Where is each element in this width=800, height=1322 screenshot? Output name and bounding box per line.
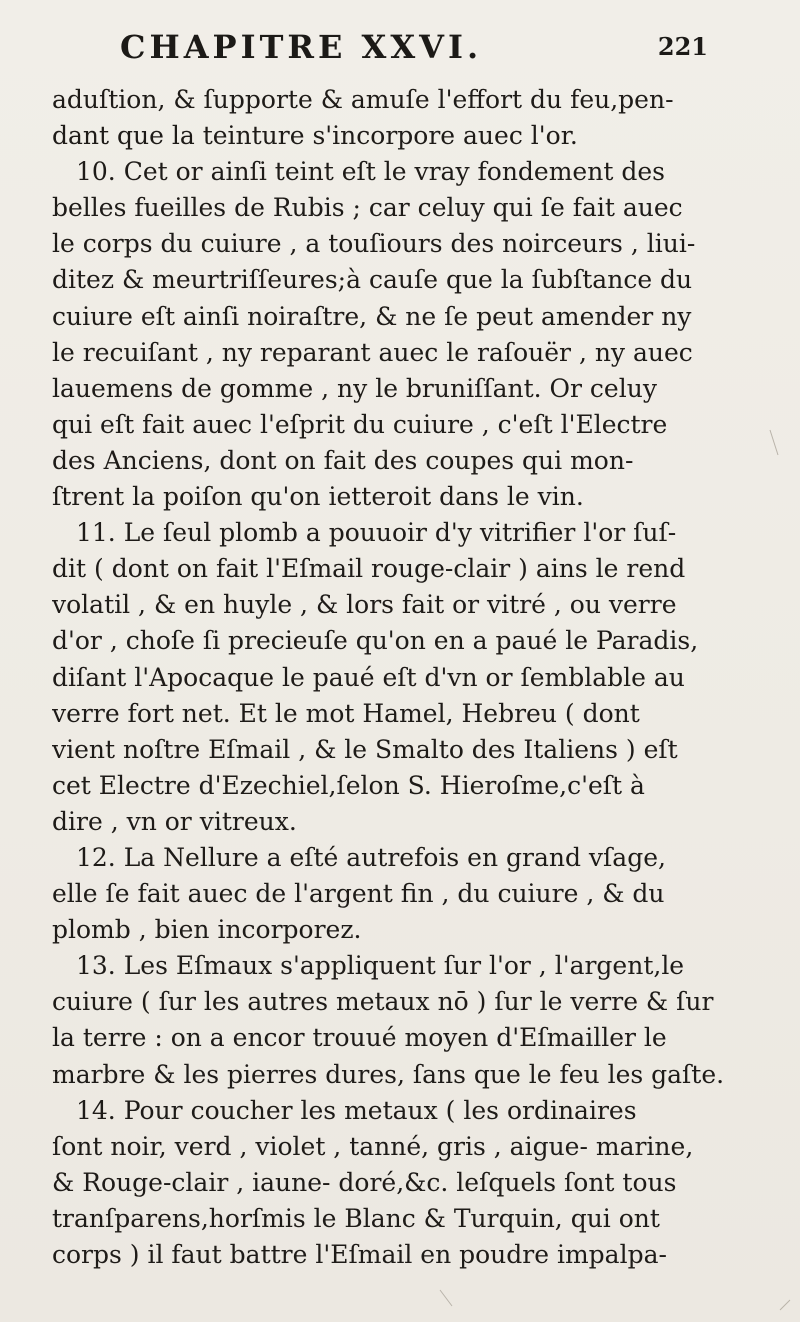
text-line: des Anciens, dont on fait des coupes qui mon- <box>52 445 634 475</box>
text-line: dant que la teinture s'incorpore auec l'or. <box>52 121 578 151</box>
page-number: 221 <box>657 32 708 61</box>
text-line: vient noſtre Eſmail , & le Smalto des Italiens ) eſt <box>52 734 678 764</box>
paper-mark <box>780 1300 790 1310</box>
text-line: 12. La Nellure a eſté autrefois en grand vſage, <box>76 842 666 872</box>
text-line: 11. Le ſeul plomb a pouuoir d'y vitrifier l'or ſuſ- <box>76 518 677 548</box>
text-line: le corps du cuiure , a touſiours des noirceurs , liui- <box>52 229 696 259</box>
text-line: dire , vn or vitreux. <box>52 806 297 836</box>
text-line: ditez & meurtriſſeures;à cauſe que la ſubſtance du <box>52 265 693 295</box>
text-line: elle ſe fait auec de l'argent fin , du cuiure , & du <box>52 879 665 909</box>
text-line: aduſtion, & ſupporte & amuſe l'effort du feu,pen- <box>52 85 674 114</box>
chapter-heading: CHAPITRE XXVI. <box>120 28 483 66</box>
text-line: marbre & les pierres dures, ſans que le feu les gaſte. <box>52 1059 725 1089</box>
text-line: 14. Pour coucher les metaux ( les ordinaires <box>76 1095 637 1125</box>
text-line: qui eſt fait auec l'eſprit du cuiure , c'eſt l'Electre <box>52 409 668 439</box>
text-line: le recuiſant , ny reparant auec le raſouër , ny auec <box>52 337 693 367</box>
body-text <box>52 82 772 1273</box>
text-line: cuiure eſt ainſi noiraſtre, & ne ſe peut amender ny <box>52 301 692 331</box>
text-line: belles fueilles de Rubis ; car celuy qui ſe fait auec <box>52 193 683 223</box>
text-line: & Rouge-clair , iaune- doré,&c. leſquels ſont tous <box>52 1167 677 1197</box>
text-line: cet Electre d'Ezechiel,ſelon S. Hieroſme,c'eſt à <box>52 770 645 800</box>
paper-mark <box>440 1290 452 1306</box>
text-line: ſont noir, verd , violet , tanné, gris , aigue- marine, <box>52 1131 694 1161</box>
text-line: diſant l'Apocaque le paué eſt d'vn or ſemblable au <box>52 662 685 692</box>
text-line: lauemens de gomme , ny le bruniſſant. Or celuy <box>52 373 657 403</box>
text-line: cuiure ( ſur les autres metaux nō ) ſur le verre & ſur <box>52 987 714 1017</box>
text-line: ſtrent la poiſon qu'on ietteroit dans le vin. <box>52 482 584 512</box>
text-line: la terre : on a encor trouué moyen d'Eſmailler le <box>52 1023 667 1053</box>
text-line: d'or , choſe ſi precieuſe qu'on en a paué le Paradis, <box>52 626 699 656</box>
page-header <box>110 28 710 78</box>
text-line: verre fort net. Et le mot Hamel, Hebreu ( dont <box>52 698 640 728</box>
text-line: volatil , & en huyle , & lors fait or vitré , ou verre <box>52 590 677 620</box>
text-line: tranſparens,horſmis le Blanc & Turquin, qui ont <box>52 1203 660 1233</box>
text-line: 13. Les Eſmaux s'appliquent ſur l'or , l'argent,le <box>76 951 685 981</box>
text-line: plomb , bien incorporez. <box>52 915 362 945</box>
text-line: dit ( dont on fait l'Eſmail rouge-clair ) ains le rend <box>52 554 686 584</box>
text-line: 10. Cet or ainſi teint eſt le vray fondement des <box>76 157 665 187</box>
text-line: corps ) il faut battre l'Eſmail en poudre impalpa- <box>52 1240 667 1269</box>
